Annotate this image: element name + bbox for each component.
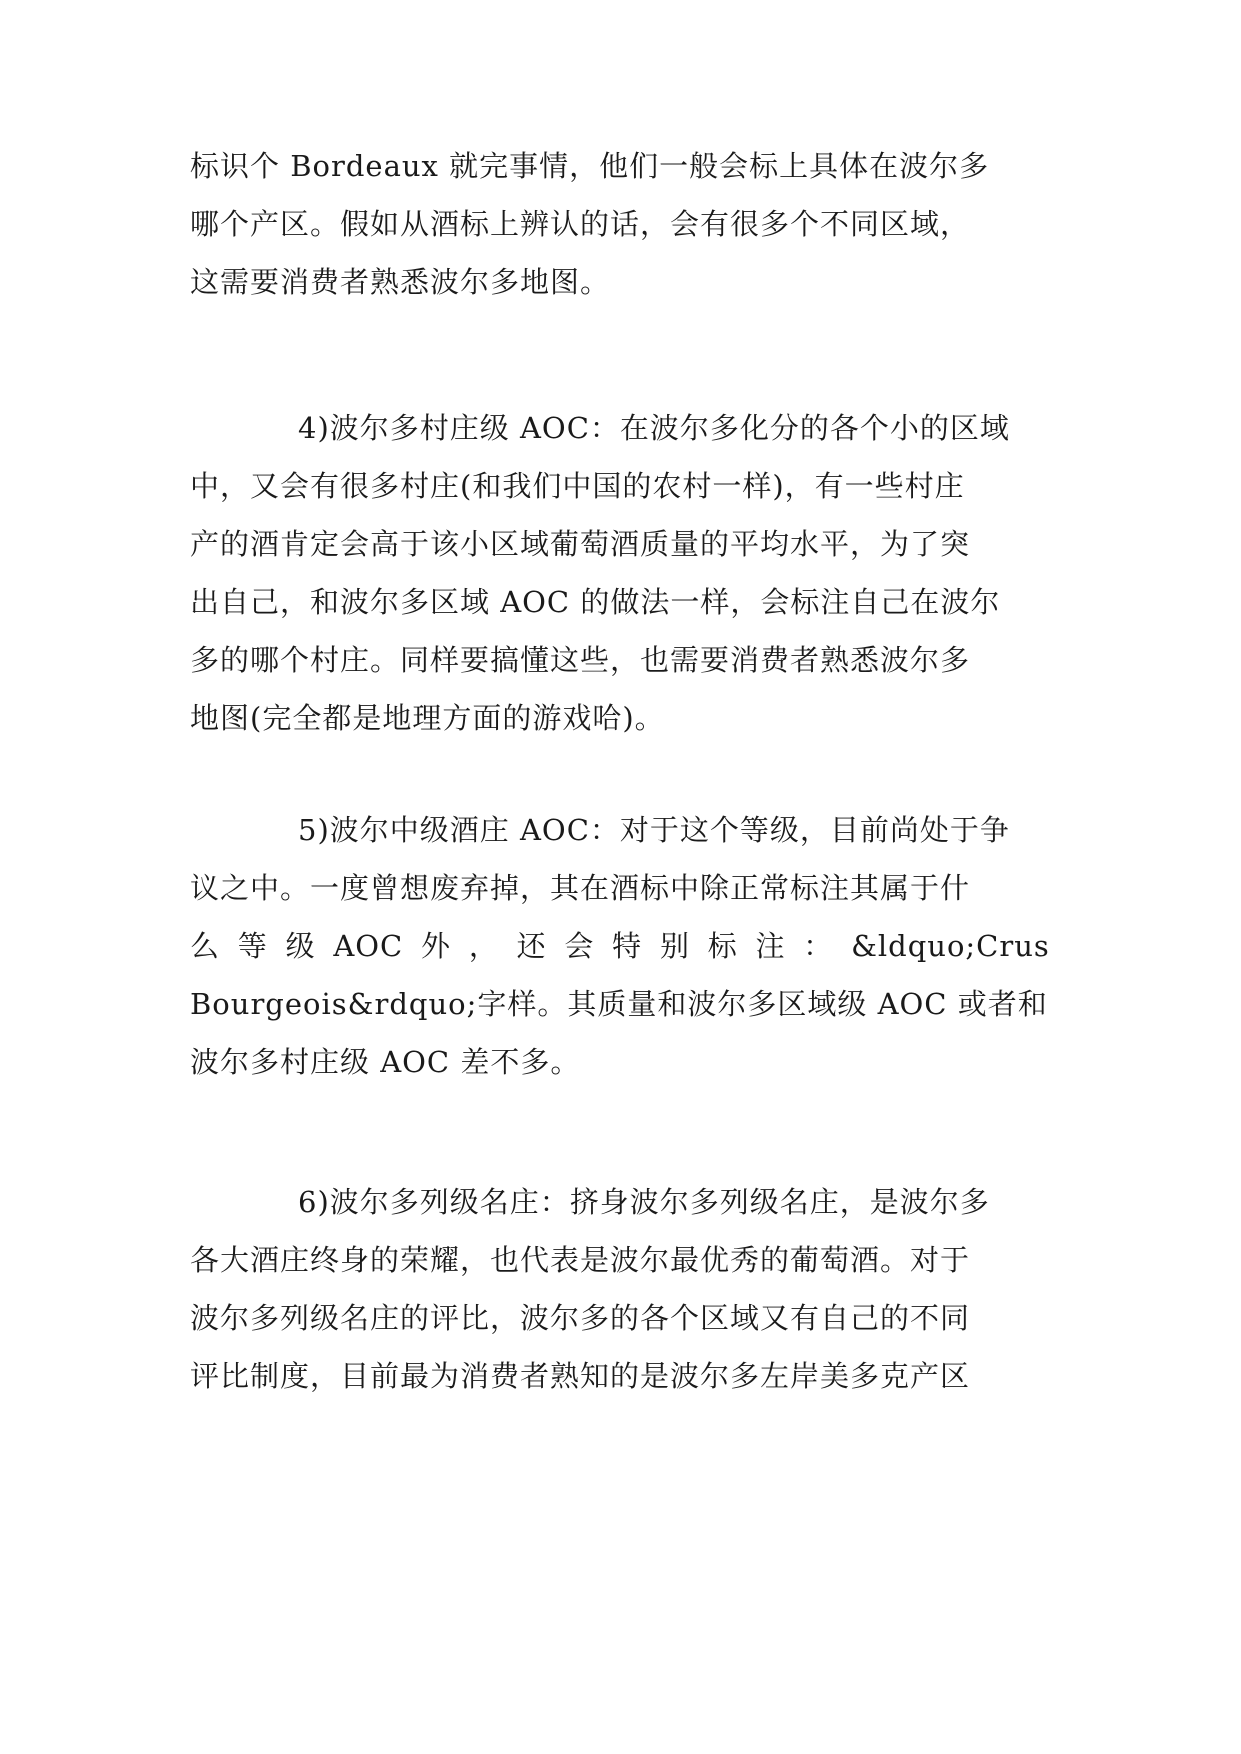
text-line: Bourgeois&rdquo;字样。其质量和波尔多区域级 AOC 或者和 [190, 987, 1048, 1021]
text-line: 6)波尔多列级名庄：挤身波尔多列级名庄，是波尔多 [298, 1185, 990, 1219]
justified-text-line [190, 917, 1050, 975]
paragraph-classified-growths [190, 1173, 1050, 1405]
word: 标 [707, 929, 738, 963]
text-line: 5)波尔中级酒庄 AOC：对于这个等级，目前尚处于争 [298, 813, 1010, 847]
text-line: 产的酒肯定会高于该小区域葡萄酒质量的平均水平，为了突 [190, 527, 971, 561]
text-line: 这需要消费者熟悉波尔多地图。 [190, 265, 611, 299]
word: 特 [612, 929, 643, 963]
text-line: 4)波尔多村庄级 AOC：在波尔多化分的各个小的区域 [298, 411, 1010, 445]
word: ， [468, 929, 499, 963]
text-line: 中，又会有很多村庄(和我们中国的农村一样)，有一些村庄 [190, 469, 965, 503]
text-line: 地图(完全都是地理方面的游戏哈)。 [190, 701, 665, 735]
text-line: 标识个 Bordeaux 就完事情，他们一般会标上具体在波尔多 [190, 149, 990, 183]
word: AOC [333, 929, 404, 963]
word: 会 [564, 929, 595, 963]
word: 等 [237, 929, 268, 963]
word: 么 [190, 929, 221, 963]
text-line: 哪个产区。假如从酒标上辨认的话，会有很多个不同区域， [190, 207, 971, 241]
text-line: 各大酒庄终身的荣耀，也代表是波尔最优秀的葡萄酒。对于 [190, 1243, 971, 1277]
word: 注 [755, 929, 786, 963]
paragraph-bordeaux-region [190, 137, 1050, 311]
word: &ldquo;Crus [851, 929, 1050, 963]
text-line: 议之中。一度曾想废弃掉，其在酒标中除正常标注其属于什 [190, 871, 971, 905]
word: 别 [659, 929, 690, 963]
text-line: 多的哪个村庄。同样要搞懂这些，也需要消费者熟悉波尔多 [190, 643, 971, 677]
text-line: 出自己，和波尔多区域 AOC 的做法一样，会标注自己在波尔 [190, 585, 1001, 619]
text-line: 评比制度，目前最为消费者熟知的是波尔多左岸美多克产区 [190, 1359, 971, 1393]
text-line: 波尔多村庄级 AOC 差不多。 [190, 1045, 581, 1079]
paragraph-cru-bourgeois [190, 801, 1050, 1091]
word: ： [803, 929, 834, 963]
word: 级 [285, 929, 316, 963]
text-line: 波尔多列级名庄的评比，波尔多的各个区域又有自己的不同 [190, 1301, 971, 1335]
word: 还 [516, 929, 547, 963]
word: 外 [421, 929, 452, 963]
paragraph-village-aoc [190, 399, 1050, 747]
